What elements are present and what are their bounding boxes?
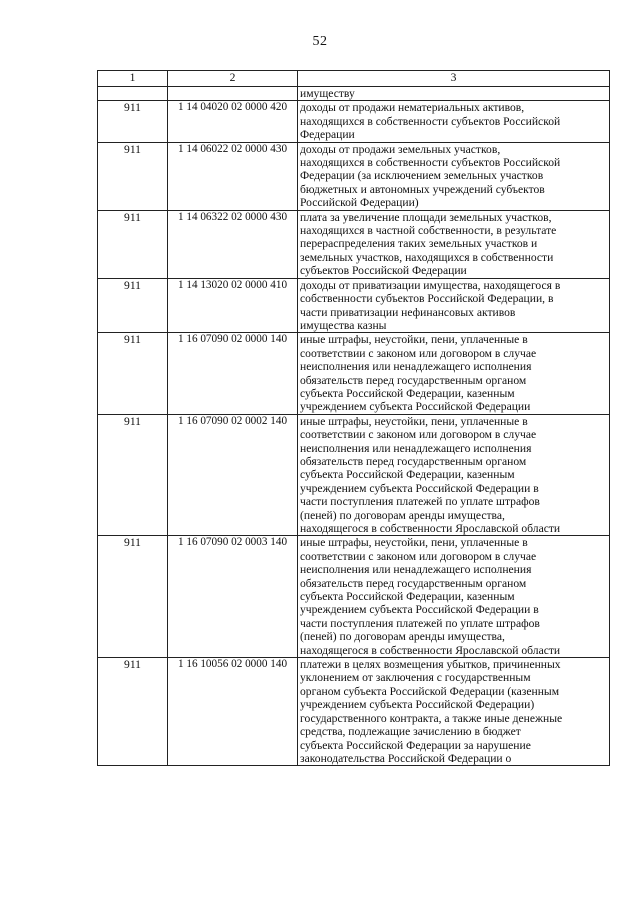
admin-code-cell: 911 [98, 278, 168, 333]
description-line: доходы от продажи земельных участков, [300, 142, 501, 156]
description-line: (пеней) по договорам аренды имущества, [300, 630, 505, 644]
description-line: иные штрафы, неустойки, пени, уплаченные в [300, 333, 528, 347]
budget-revenue-table [97, 70, 610, 766]
admin-code-cell: 911 [98, 536, 168, 658]
description-line: законодательства Российской Федерации о [300, 751, 512, 765]
admin-code-cell: 911 [98, 142, 168, 210]
description-line: находящихся в собственности субъектов Российской [300, 114, 561, 128]
description-line: учреждением субъекта Российской Федерации в [300, 603, 539, 617]
description-line: учреждением субъекта Российской Федерации [300, 400, 531, 414]
description-line: части поступления платежей по уплате штрафов [300, 616, 540, 630]
description-line: плата за увеличение площади земельных участков, [300, 210, 552, 224]
budget-code-cell: 1 14 04020 02 0000 420 [168, 101, 298, 142]
description-line: субъекта Российской Федерации, казенным [300, 468, 515, 482]
table-row [98, 414, 610, 536]
description-line: части поступления платежей по уплате штрафов [300, 495, 540, 509]
description-line: соответствии с законом или договором в случае [300, 346, 537, 360]
description-line: части приватизации нефинансовых активов [300, 305, 516, 319]
budget-code-cell: 1 16 07090 02 0000 140 [168, 333, 298, 414]
description-line: неисполнения или ненадлежащего исполнения [300, 563, 532, 577]
table-row [98, 658, 610, 766]
description-line: бюджетных и автономных учреждений субъектов [300, 182, 545, 196]
table-row [98, 278, 610, 333]
column-header-admin-code: 1 [98, 71, 168, 87]
budget-code-cell: 1 14 06322 02 0000 430 [168, 210, 298, 278]
admin-code-cell [98, 87, 168, 101]
description-line: соответствии с законом или договором в случае [300, 549, 537, 563]
description-line: субъектов Российской Федерации [300, 264, 467, 278]
admin-code-cell: 911 [98, 333, 168, 414]
admin-code-cell: 911 [98, 658, 168, 766]
description-line: иные штрафы, неустойки, пени, уплаченные в [300, 414, 528, 428]
description-line: находящегося в собственности Ярославской области [300, 643, 561, 657]
table-header-row [98, 71, 610, 87]
description-cell [298, 142, 610, 210]
table-row [98, 142, 610, 210]
budget-code-cell: 1 16 10056 02 0000 140 [168, 658, 298, 766]
description-cell [298, 210, 610, 278]
description-line: субъекта Российской Федерации за нарушение [300, 738, 531, 752]
description-line: учреждением субъекта Российской Федерации) [300, 698, 535, 712]
column-header-description: 3 [298, 71, 610, 87]
description-line: неисполнения или ненадлежащего исполнения [300, 441, 532, 455]
description-line: находящихся в собственности субъектов Российской [300, 156, 561, 170]
description-line: субъекта Российской Федерации, казенным [300, 590, 515, 604]
description-line: соответствии с законом или договором в случае [300, 428, 537, 442]
description-line: доходы от приватизации имущества, находящегося в [300, 278, 561, 292]
description-cell [298, 414, 610, 536]
page-number: 52 [312, 34, 328, 49]
description-line: находящегося в собственности Ярославской области [300, 522, 561, 535]
description-cell [298, 101, 610, 142]
table-row [98, 536, 610, 658]
description-line: обязательств перед государственным органом [300, 576, 527, 590]
admin-code-cell: 911 [98, 414, 168, 536]
description-line: государственного контракта, а также иные денежные [300, 711, 563, 725]
description-line: Российской Федерации) [300, 196, 419, 210]
budget-code-cell: 1 16 07090 02 0003 140 [168, 536, 298, 658]
description-line: средства, подлежащие зачислению в бюджет [300, 725, 521, 739]
description-cell [298, 87, 610, 101]
description-line: земельных участков, находящихся в собственности [300, 250, 554, 264]
description-cell [298, 333, 610, 414]
table-row [98, 87, 610, 101]
description-line: Федерации (за исключением земельных участков [300, 169, 544, 183]
budget-code-cell: 1 14 13020 02 0000 410 [168, 278, 298, 333]
description-line: обязательств перед государственным органом [300, 454, 527, 468]
description-cell [298, 278, 610, 333]
description-line: платежи в целях возмещения убытков, причиненных [300, 658, 561, 672]
description-line: уклонением от заключения с государственным [300, 671, 531, 685]
description-line: учреждением субъекта Российской Федерации в [300, 481, 539, 495]
admin-code-cell: 911 [98, 210, 168, 278]
table-row [98, 101, 610, 142]
budget-code-cell [168, 87, 298, 101]
description-line: имущества казны [300, 318, 387, 332]
budget-code-cell: 1 14 06022 02 0000 430 [168, 142, 298, 210]
description-line: иные штрафы, неустойки, пени, уплаченные в [300, 536, 528, 550]
admin-code-cell: 911 [98, 101, 168, 142]
description-line: перераспределения таких земельных участков и [300, 237, 538, 251]
description-line: имуществу [300, 87, 355, 100]
description-line: (пеней) по договорам аренды имущества, [300, 508, 505, 522]
description-line: доходы от продажи нематериальных активов, [300, 101, 525, 115]
description-line: субъекта Российской Федерации, казенным [300, 386, 515, 400]
description-line: неисполнения или ненадлежащего исполнения [300, 360, 532, 374]
description-line: находящихся в частной собственности, в результате [300, 224, 557, 238]
description-line: собственности субъектов Российской Федерации, в [300, 292, 554, 306]
budget-code-cell: 1 16 07090 02 0002 140 [168, 414, 298, 536]
table-row [98, 333, 610, 414]
table-body [98, 87, 610, 766]
description-line: органом субъекта Российской Федерации (казенным [300, 684, 560, 698]
description-cell [298, 536, 610, 658]
description-line: Федерации [300, 128, 355, 142]
description-cell [298, 658, 610, 766]
column-header-budget-code: 2 [168, 71, 298, 87]
table-row [98, 210, 610, 278]
description-line: обязательств перед государственным органом [300, 373, 527, 387]
